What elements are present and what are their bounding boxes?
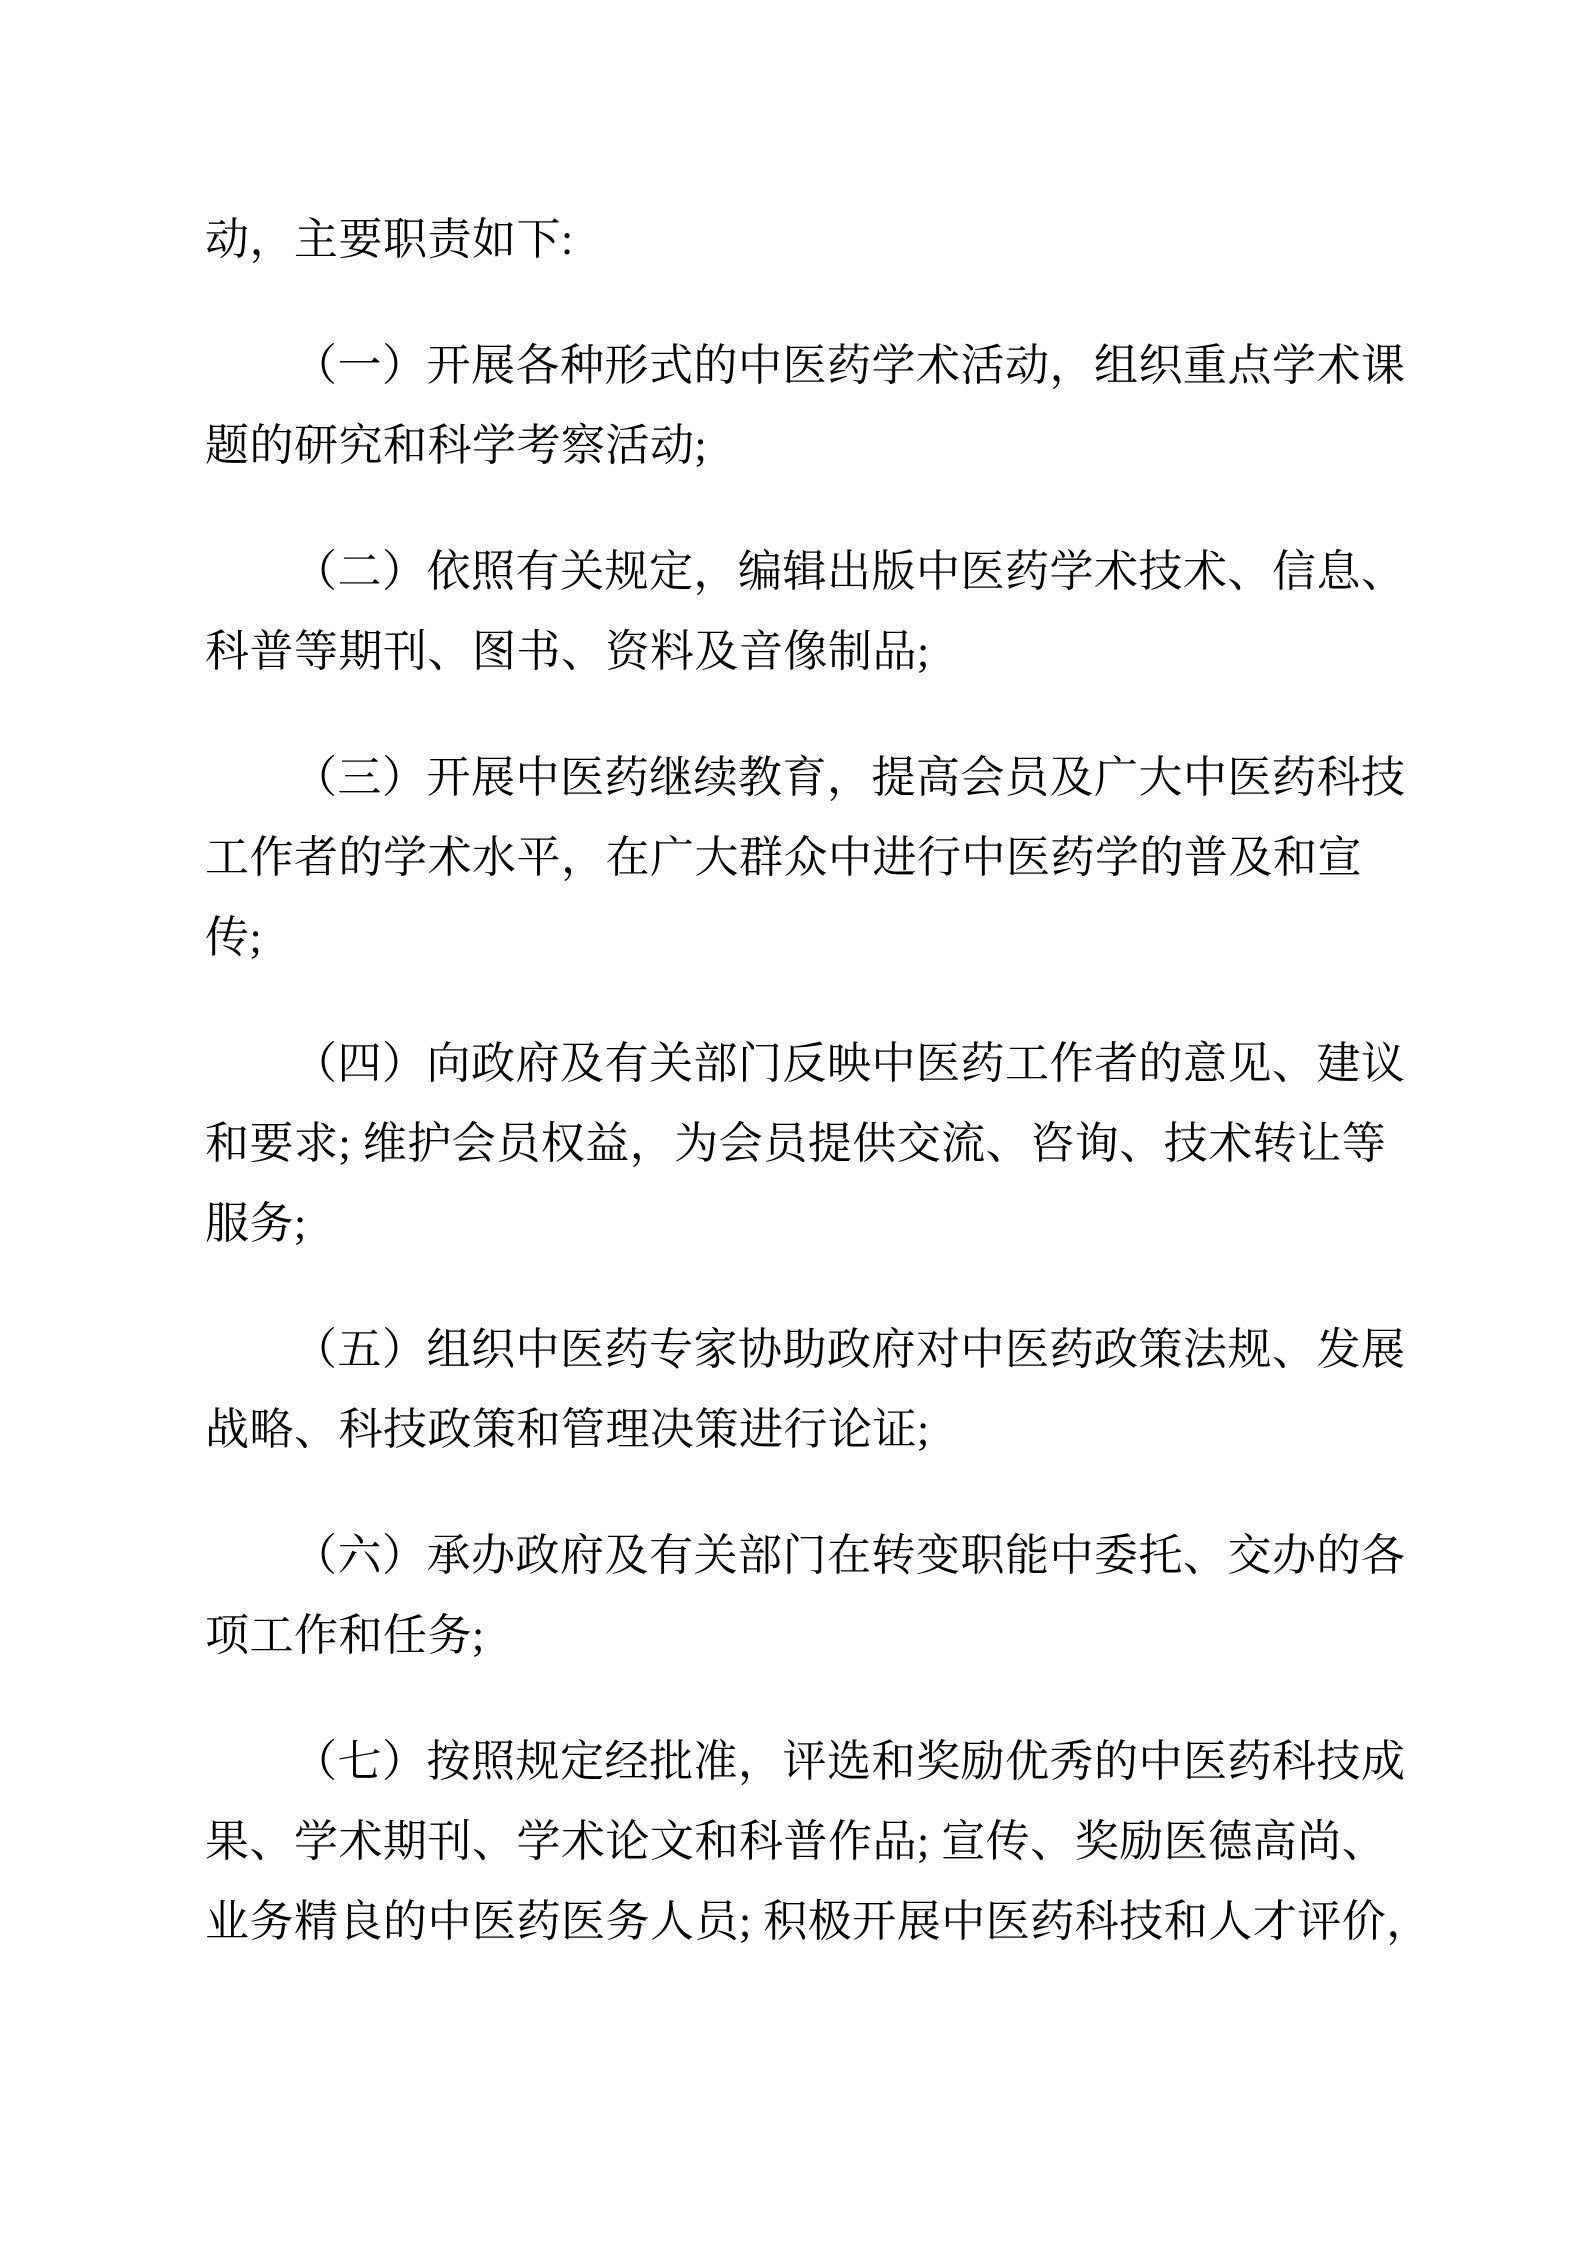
paragraph bbox=[205, 200, 1455, 280]
text-line: 果、学术期刊、学术论文和科普作品; 宣传、奖励医德高尚、 bbox=[205, 1817, 1387, 1866]
text-line: 业务精良的中医药医务人员; 积极开展中医药科技和人才评价， bbox=[205, 1897, 1431, 1946]
text-line: （一）开展各种形式的中医药学术活动，组织重点学术课 bbox=[293, 341, 1406, 390]
paragraph bbox=[205, 1516, 1455, 1676]
paragraph bbox=[205, 532, 1455, 692]
paragraph bbox=[205, 326, 1455, 486]
text-line: （六）承办政府及有关部门在转变职能中委托、交办的各 bbox=[293, 1531, 1406, 1580]
paragraph bbox=[205, 1310, 1455, 1470]
text-line: （五）组织中医药专家协助政府对中医药政策法规、发展 bbox=[293, 1325, 1406, 1374]
paragraph bbox=[205, 738, 1455, 978]
text-line: 工作者的学术水平，在广大群众中进行中医药学的普及和宣 bbox=[205, 833, 1362, 882]
text-line: 动，主要职责如下: bbox=[205, 215, 574, 264]
text-line: （三）开展中医药继续教育，提高会员及广大中医药科技 bbox=[293, 753, 1406, 802]
text-line: 服务; bbox=[205, 1199, 307, 1248]
paragraph bbox=[205, 1722, 1455, 1962]
text-line: （二）依照有关规定，编辑出版中医药学术技术、信息、 bbox=[293, 547, 1406, 596]
text-line: 科普等期刊、图书、资料及音像制品; bbox=[205, 627, 930, 676]
text-line: 战略、科技政策和管理决策进行论证; bbox=[205, 1405, 930, 1454]
text-line: 项工作和任务; bbox=[205, 1611, 485, 1660]
text-line: 传; bbox=[205, 913, 263, 962]
paragraph bbox=[205, 1024, 1455, 1264]
text-line: （四）向政府及有关部门反映中医药工作者的意见、建议 bbox=[293, 1039, 1406, 1088]
document-body bbox=[205, 200, 1455, 2008]
text-line: （七）按照规定经批准，评选和奖励优秀的中医药科技成 bbox=[293, 1737, 1406, 1786]
text-line: 和要求; 维护会员权益，为会员提供交流、咨询、技术转让等 bbox=[205, 1119, 1387, 1168]
text-line: 题的研究和科学考察活动; bbox=[205, 421, 708, 470]
